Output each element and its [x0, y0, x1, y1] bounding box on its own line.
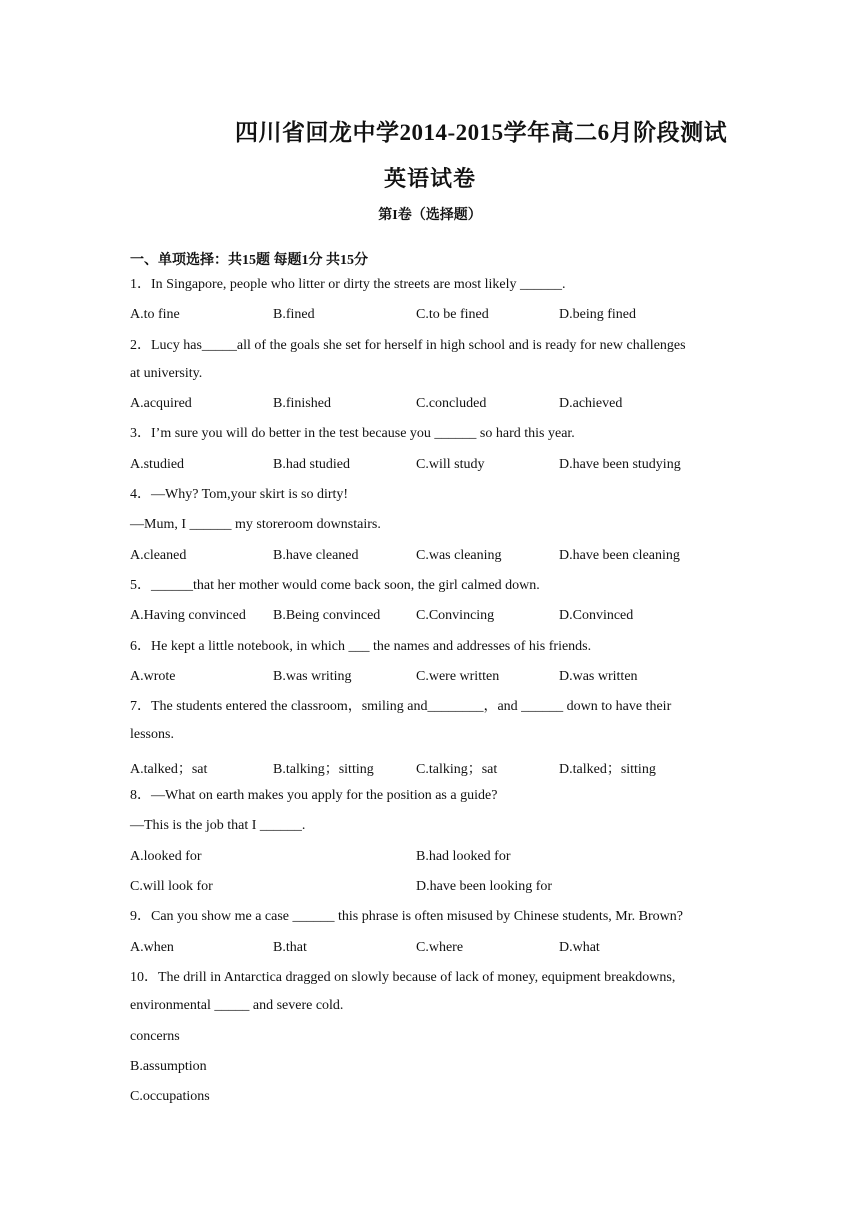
option-c: C.concluded	[416, 396, 487, 411]
option-a: A.cleaned	[130, 548, 187, 563]
volume-heading: 第I卷（选择题）	[378, 208, 482, 223]
option-b: B.have cleaned	[273, 548, 359, 563]
option-a: A.wrote	[130, 669, 176, 684]
option-b: B.that	[273, 940, 307, 955]
option-a: A.looked for	[130, 849, 202, 864]
option-c: C.where	[416, 940, 464, 955]
question-7-stem: 7．The students entered the classroom，smiling and________，and ______ down to have their	[130, 699, 672, 714]
question-8-stem: 8．—What on earth makes you apply for the position as a guide?	[130, 788, 498, 803]
option-c: C.were written	[416, 669, 500, 684]
question-2-stem-cont: at university.	[130, 366, 203, 381]
option-a: A.talked；sat	[130, 762, 208, 777]
option-b: B.had studied	[273, 457, 350, 472]
question-3-stem: 3．I’m sure you will do better in the test because you ______ so hard this year.	[130, 426, 575, 441]
option-a: A.Having convinced	[130, 608, 246, 623]
option-c: C.will look for	[130, 879, 213, 894]
question-4-stem-cont: —Mum, I ______ my storeroom downstairs.	[130, 517, 381, 532]
option-a: A.acquired	[130, 396, 192, 411]
question-2-stem: 2．Lucy has_____all of the goals she set for herself in high school and is ready for new challenges	[130, 338, 686, 353]
question-9-stem: 9．Can you show me a case ______ this phrase is often misused by Chinese students, Mr. Brown?	[130, 909, 683, 924]
option-c: C.talking；sat	[416, 762, 498, 777]
option-c: C.was cleaning	[416, 548, 502, 563]
question-10-stem-cont: environmental _____ and severe cold.	[130, 998, 344, 1013]
question-1-stem: 1．In Singapore, people who litter or dirty the streets are most likely ______.	[130, 277, 566, 292]
question-10-stem: 10．The drill in Antarctica dragged on slowly because of lack of money, equipment breakdowns,	[130, 970, 676, 985]
question-6-stem: 6．He kept a little notebook, in which ___ the names and addresses of his friends.	[130, 639, 592, 654]
option-c: C.to be fined	[416, 307, 489, 322]
exam-subtitle: 英语试卷	[383, 166, 476, 191]
option-b: B.had looked for	[416, 849, 511, 864]
question-5-stem: 5．______that her mother would come back soon, the girl calmed down.	[130, 578, 540, 593]
option-d: D.was written	[559, 669, 638, 684]
section-heading: 一、单项选择：共15题 每题1分 共15分	[130, 253, 368, 268]
option-d: D.have been looking for	[416, 879, 553, 894]
option-a: A.when	[130, 940, 174, 955]
option-b: B.fined	[273, 307, 315, 322]
option-d: D.have been studying	[559, 457, 681, 472]
option-c: C.Convincing	[416, 608, 495, 623]
question-8-stem-cont: —This is the job that I ______.	[130, 818, 306, 833]
question-4-stem: 4．—Why? Tom,your skirt is so dirty!	[130, 487, 349, 502]
exam-title: 四川省回龙中学2014-2015学年高二6月阶段测试	[235, 120, 728, 145]
option-b: B.Being convinced	[273, 608, 381, 623]
option-d: D.have been cleaning	[559, 548, 680, 563]
option-d: D.talked；sitting	[559, 762, 656, 777]
option-a: A.to fine	[130, 307, 180, 322]
option-a: concerns	[130, 1029, 180, 1044]
option-b: B.was writing	[273, 669, 352, 684]
option-b: B.assumption	[130, 1059, 207, 1074]
option-a: A.studied	[130, 457, 185, 472]
option-c: C.will study	[416, 457, 485, 472]
option-b: B.talking；sitting	[273, 762, 374, 777]
option-d: D.achieved	[559, 396, 623, 411]
option-d: D.being fined	[559, 307, 636, 322]
option-c: C.occupations	[130, 1089, 210, 1104]
option-b: B.finished	[273, 396, 331, 411]
option-d: D.Convinced	[559, 608, 634, 623]
question-7-stem-cont: lessons.	[130, 727, 174, 742]
option-d: D.what	[559, 940, 600, 955]
